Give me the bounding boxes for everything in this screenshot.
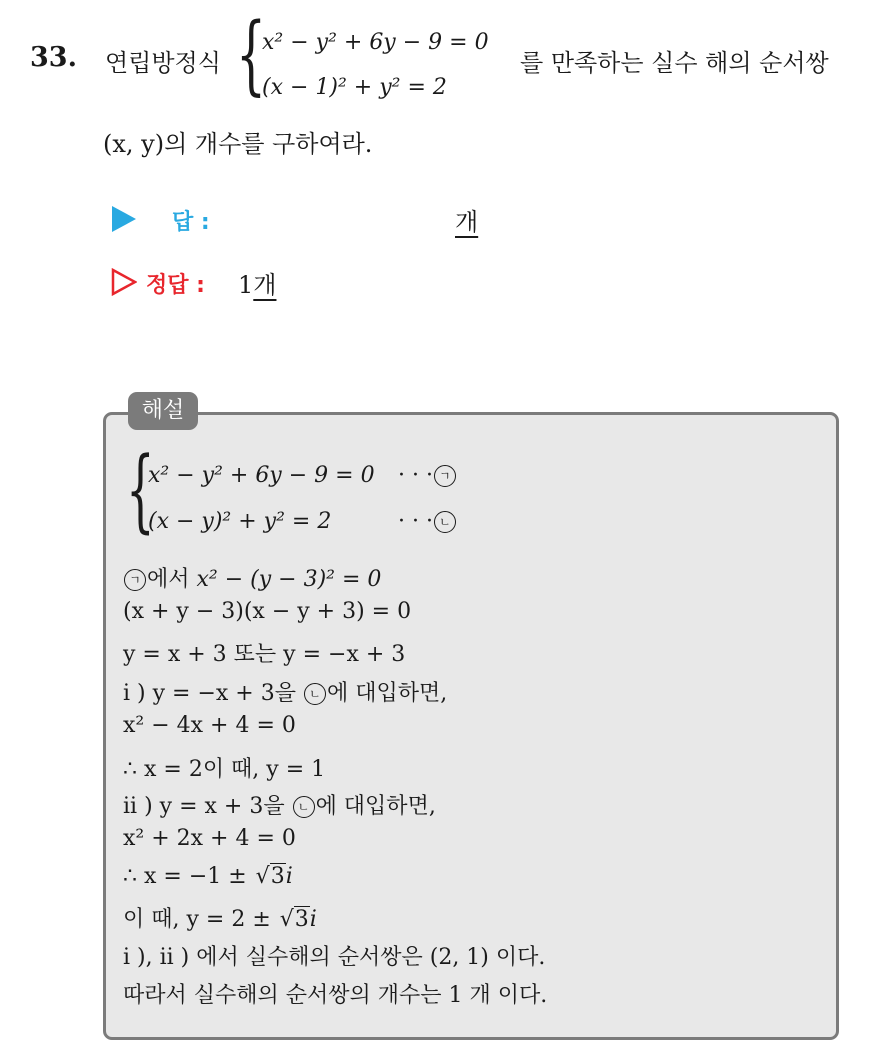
answer-unit[interactable]: 개 [455,208,479,236]
system-eq2: (x − 1)² + y² = 2 [262,75,447,100]
solution-line-1 [123,562,381,593]
solution-line-4-pre: i ) y = −x + 3을 [123,681,303,706]
sqrt-radicand: 3 [294,907,309,932]
solution-line-10 [123,902,317,933]
sqrt-symbol: √3 [279,907,309,932]
solution-line-7-post: 에 대입하면, [315,794,436,819]
solution-line-6: ∴ x = 2이 때, y = 1 [123,757,326,782]
solution-sys-tag2 [398,509,457,534]
circle-label-1: ㄱ [124,569,146,591]
solution-line-9-post: i [285,864,293,889]
solution-line-11: i ), ii ) 에서 실수해의 순서쌍은 (2, 1) 이다. [123,945,546,970]
correct-label: 정답 : [146,273,205,298]
solution-sys-eq2-text: (x − y)² + y² = 2 [148,509,332,534]
question-number: 33. [30,42,77,73]
solution-tag: 해설 [128,392,198,430]
correct-arrow-icon [111,268,137,296]
solution-line-7 [123,789,436,820]
solution-line-7-pre: ii ) y = x + 3을 [123,794,292,819]
solution-line-9-pre: ∴ x = −1 ± [123,864,254,889]
solution-sys-eq1-text: x² − y² + 6y − 9 = 0 [148,463,375,488]
system-eq1: x² − y² + 6y − 9 = 0 [262,30,489,55]
dots: · · · [398,509,433,534]
circle-label-2: ㄴ [304,683,326,705]
circle-label-2: ㄴ [293,796,315,818]
question-trail: 를 만족하는 실수 해의 순서쌍 [520,49,829,77]
solution-line-3: y = x + 3 또는 y = −x + 3 [123,642,406,667]
answer-label: 답 : [172,210,210,235]
dots: · · · [398,463,433,488]
solution-line-2: (x + y − 3)(x − y + 3) = 0 [123,599,412,624]
solution-line-12: 따라서 실수해의 순서쌍의 개수는 1 개 이다. [123,983,548,1008]
solution-line-4 [123,676,447,707]
circle-label-1: ㄱ [434,465,456,487]
solution-sys-eq2 [148,509,331,534]
solution-line-8: x² + 2x + 4 = 0 [123,826,296,851]
solution-line-4-post: 에 대입하면, [326,681,448,706]
correct-answer [238,265,276,300]
correct-unit: 개 [253,271,277,299]
sqrt-symbol: √3 [255,864,285,889]
system-brace: { [236,5,267,105]
solution-system-brace: { [126,438,155,543]
solution-line-10-post: i [309,907,317,932]
solution-line-5: x² − 4x + 4 = 0 [123,713,296,738]
solution-line-9 [123,864,293,889]
question-lead: 연립방정식 [105,49,221,77]
answer-arrow-icon [112,206,136,232]
question-line2: (x, y)의 개수를 구하여라. [103,130,373,158]
solution-sys-tag1 [398,463,457,488]
solution-line-10-pre: 이 때, y = 2 ± [123,907,278,932]
solution-sys-eq1 [148,463,375,488]
sqrt-radicand: 3 [270,864,285,889]
solution-line-1-eq: x² − (y − 3)² = 0 [196,567,382,592]
circle-label-2: ㄴ [434,511,456,533]
solution-line-1-pre: 에서 [147,567,197,592]
correct-value: 1 [238,271,254,299]
